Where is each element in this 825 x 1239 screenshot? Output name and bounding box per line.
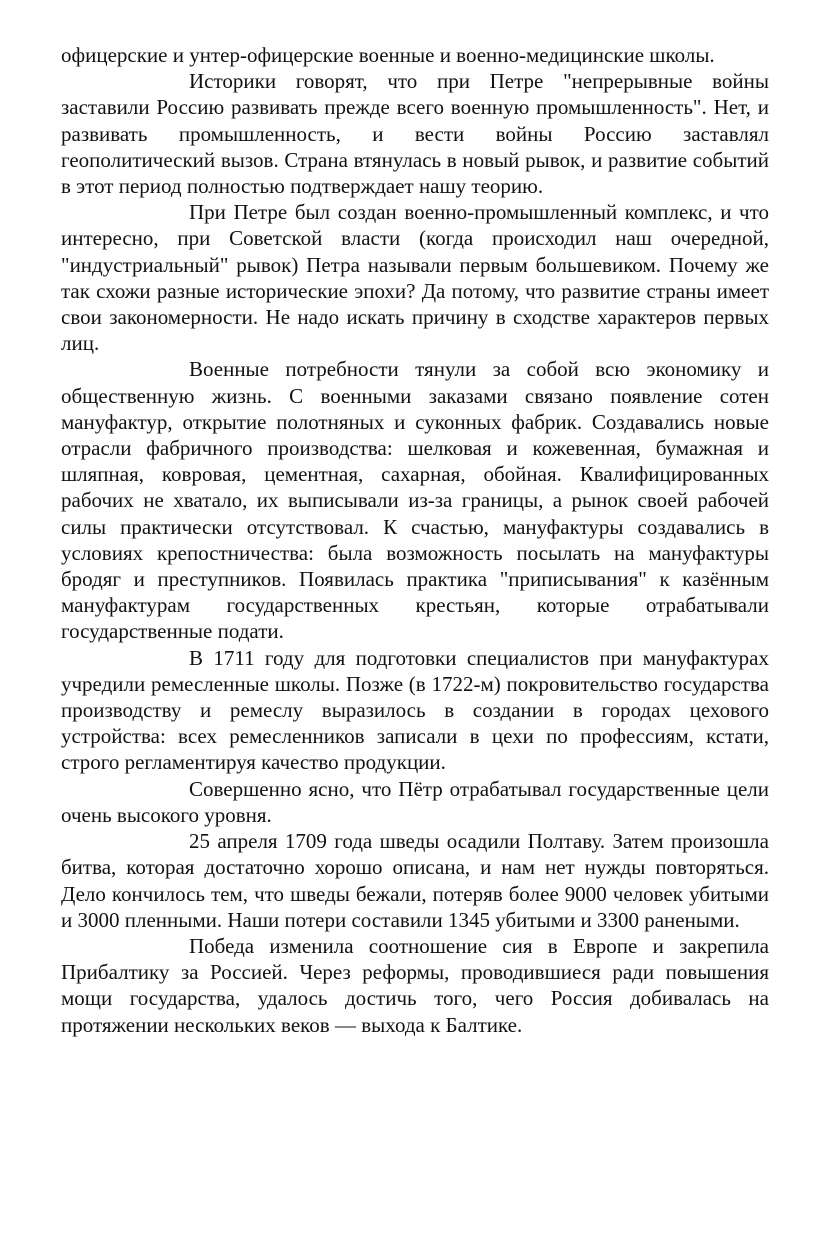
paragraph: офицерские и унтер-офицерские военные и военно-медицинские школы. xyxy=(61,43,715,67)
paragraph: Военные потребности тянули за собой всю экономику и общественную жизнь. С военными заказами связано появление сотен мануфактур, открытие полотняных и суконных фабрик. Создавались новые отрасли фабричного производства: шелковая и кожевенная, бумажная и шляпная, ковровая, цементная, сахарная, обойная. Квалифицированных рабочих не хватало, их выписывали из-за границы, а рынок своей рабочей силы практически отсутствовал. К счастью, мануфактуры создавались в условиях крепостничества: была возможность посылать на мануфактуры бродяг и преступников. Появилась практика "приписывания" к казённым мануфактурам государственных крестьян, которые отрабатывали государственные подати. xyxy=(61,357,769,644)
paragraph: 25 апреля 1709 года шведы осадили Полтаву. Затем произошла битва, которая достаточно хорошо описана, и нам нет нужды повторяться. Дело кончилось тем, что шведы бежали, потеряв более 9000 человек убитыми и 3000 пленными. Наши потери составили 1345 убитыми и 3300 ранеными. xyxy=(61,829,769,932)
paragraph: Победа изменила соотношение сия в Европе и закрепила Прибалтику за Россией. Через реформы, проводившиеся ради повышения мощи государства, удалось достичь того, чего Россия добивалась на протяжении нескольких веков — выхода к Балтике. xyxy=(61,933,769,1037)
paragraph: Совершенно ясно, что Пётр отрабатывал государственные цели очень высокого уровня. xyxy=(61,776,769,827)
paragraph: В 1711 году для подготовки специалистов при мануфактурах учредили ремесленные школы. Позже (в 1722-м) покровительство государства производству и ремеслу выразилось в создании в городах цехового устройства: всех ремесленников записали в цехи по профессиям, кстати, строго регламентируя качество продукции. xyxy=(61,645,769,775)
document-page xyxy=(61,42,769,1038)
paragraph: При Петре был создан военно-промышленный комплекс, и что интересно, при Советской власти (когда происходил наш очередной, "индустриальный" рывок) Петра называли первым большевиком. Почему же так схожи разные исторические эпохи? Да потому, что развитие страны имеет свои закономерности. Не надо искать причину в сходстве характеров первых лиц. xyxy=(61,200,769,356)
paragraph: Историки говорят, что при Петре "непрерывные войны заставили Россию развивать прежде всего военную промышленность". Нет, и развивать промышленность, и вести войны Россию заставлял геополитический вызов. Страна втянулась в новый рывок, и развитие событий в этот период полностью подтверждает нашу теорию. xyxy=(61,69,769,199)
